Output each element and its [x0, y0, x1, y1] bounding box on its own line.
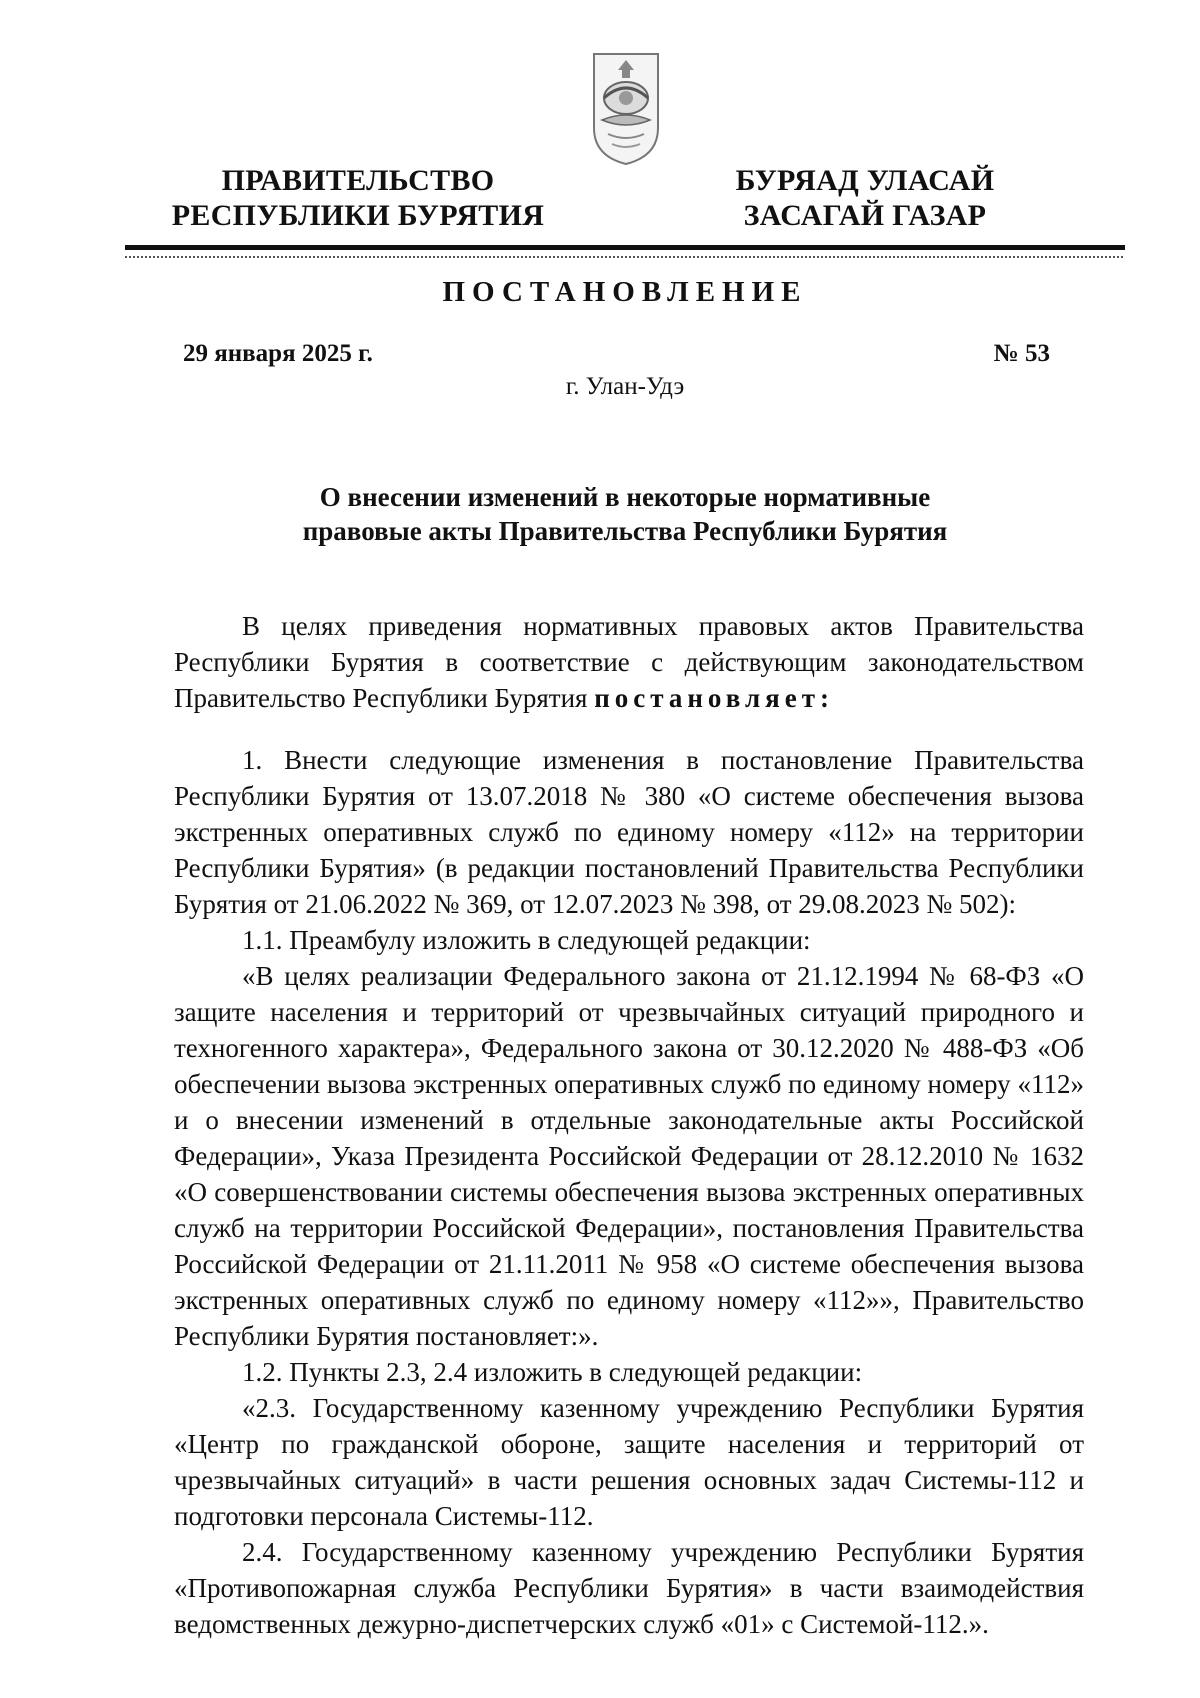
document-number: № 53 [993, 340, 1050, 367]
document-type: ПОСТАНОВЛЕНИЕ [442, 276, 808, 308]
document-body [174, 608, 1084, 1642]
preamble-text: В целях приведения нормативных правовых актов Правительства Республики Бурятия в соответствие с действующим законодательством Правительство Республики Бурятия [174, 611, 1084, 713]
document-date: 29 января 2025 г. [183, 340, 373, 367]
issuer-russian-line2: РЕСПУБЛИКИ БУРЯТИЯ [171, 199, 545, 232]
clause-2-3: «2.3. Государственному казенному учреждению Республики Бурятия «Центр по гражданской обороне, защите населения и территорий от чрезвычайных ситуаций» в части решения основных задач Системы-112 и подготовки персонала Системы-112. [174, 1393, 1084, 1531]
issuer-russian-line1: ПРАВИТЕЛЬСТВО [221, 164, 495, 197]
clause-1-1-text: «В целях реализации Федерального закона от 21.12.1994 № 68-ФЗ «О защите населения и территорий от чрезвычайных ситуаций природного и техногенного характера», Федерального закона от 30.12.2020 № 488-ФЗ «Об обеспечении вызова экстренных оперативных служб по единому номеру «112» и о внесении изменений в отдельные законодательные акты Российской Федерации», Указа Президента Российской Федерации от 28.12.2010 № 1632 «О совершенствовании системы обеспечения вызова экстренных оперативных служб на территории Российской Федерации», постановления Правительства Российской Федерации от 21.11.2011 № 958 «О системе обеспечения вызова экстренных оперативных служб по единому номеру «112»», Правительство Республики Бурятия постановляет:». [174, 961, 1084, 1351]
document-city: г. Улан-Удэ [565, 373, 685, 400]
issuer-buryat-line1: БУРЯАД УЛАСАЙ [735, 164, 995, 197]
clause-2-4: 2.4. Государственному казенному учреждению Республики Бурятия «Противопожарная служба Республики Бурятия» в части взаимодействия ведомственных дежурно-диспетчерских служб «01» с Системой-112.». [174, 1537, 1084, 1639]
header-divider-thin [125, 256, 1125, 258]
document-title [125, 480, 1125, 548]
clause-1: 1. Внести следующие изменения в постановление Правительства Республики Бурятия от 13.07.2018 № 380 «О системе обеспечения вызова экстренных оперативных служб по единому номеру «112» на территории Республики Бурятия» (в редакции постановлений Правительства Республики Бурятия от 21.06.2022 № 369, от 12.07.2023 № 398, от 29.08.2023 № 502): [174, 745, 1084, 919]
preamble-paragraph [174, 608, 1084, 716]
coat-of-arms-icon [590, 50, 662, 168]
header-divider-thick [125, 245, 1125, 250]
title-line2: правовые акты Правительства Республики Бурятия [302, 516, 948, 546]
issuer-name-buryat [700, 163, 1030, 233]
resolves-keyword: постановляет: [594, 683, 834, 713]
clause-1-1: 1.1. Преамбулу изложить в следующей редакции: [242, 925, 811, 955]
title-line1: О внесении изменений в некоторые нормативные [319, 482, 931, 512]
clause-1-2: 1.2. Пункты 2.3, 2.4 изложить в следующей редакции: [242, 1357, 863, 1387]
issuer-buryat-line2: ЗАСАГАЙ ГАЗАР [743, 199, 987, 232]
issuer-name-russian [168, 163, 548, 233]
